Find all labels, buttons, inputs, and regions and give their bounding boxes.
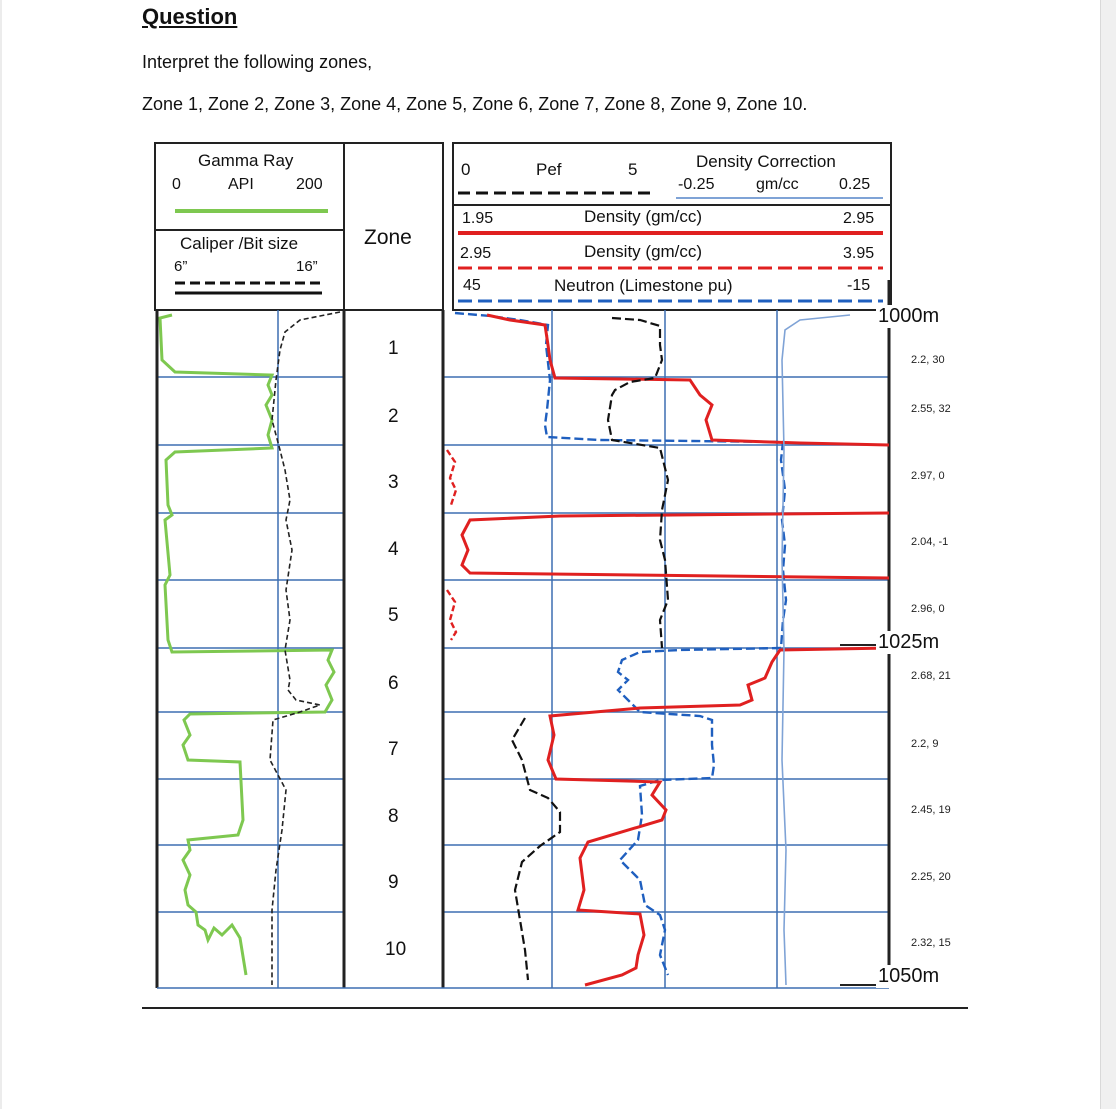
zone-number: 4 bbox=[388, 539, 399, 560]
pef-min: 0 bbox=[461, 160, 471, 179]
zone-values: 2.25, 20 bbox=[911, 871, 951, 883]
caliper-min: 6” bbox=[174, 258, 188, 275]
zone-values: 2.68, 21 bbox=[911, 670, 951, 682]
depth-label: 1025m bbox=[878, 631, 940, 653]
depth-label: 1000m bbox=[878, 305, 940, 327]
density-correction-title: Density Correction bbox=[696, 152, 836, 171]
gamma-min: 0 bbox=[172, 176, 181, 193]
density-correction-min: -0.25 bbox=[678, 176, 715, 193]
density2-min: 2.95 bbox=[460, 245, 492, 262]
density-curve bbox=[487, 315, 889, 445]
neutron-curve bbox=[455, 313, 786, 975]
zone-number: 1 bbox=[388, 338, 399, 359]
density-curve-zone4 bbox=[462, 513, 889, 578]
zones-list-text: Zone 1, Zone 2, Zone 3, Zone 4, Zone 5, Zone 6, Zone 7, Zone 8, Zone 9, Zone 10. bbox=[142, 94, 808, 114]
zone-number: 8 bbox=[388, 806, 399, 827]
caliper-title: Caliper /Bit size bbox=[180, 234, 299, 253]
pef-curve bbox=[608, 318, 668, 648]
zone-values: 2.45, 19 bbox=[911, 804, 951, 816]
question-title: Question bbox=[142, 4, 238, 29]
zone-number: 9 bbox=[388, 872, 399, 893]
gamma-max: 200 bbox=[296, 176, 323, 193]
zone-values: 2.2, 9 bbox=[911, 738, 939, 750]
density-correction-unit: gm/cc bbox=[756, 176, 799, 193]
density1-title: Density (gm/cc) bbox=[584, 207, 703, 226]
zone-values: 2.55, 32 bbox=[911, 403, 951, 415]
zone-number: 6 bbox=[388, 673, 399, 694]
zone-number: 2 bbox=[388, 406, 399, 427]
caliper-max: 16” bbox=[296, 258, 318, 275]
density2-max: 3.95 bbox=[843, 245, 875, 262]
density1-max: 2.95 bbox=[843, 210, 875, 227]
neutron-title: Neutron (Limestone pu) bbox=[554, 276, 733, 295]
zone-values: 2.04, -1 bbox=[911, 536, 949, 548]
zone-number: 10 bbox=[385, 939, 407, 960]
density-curve-lower bbox=[548, 648, 889, 985]
gamma-title: Gamma Ray bbox=[198, 151, 294, 170]
density-correction-max: 0.25 bbox=[839, 176, 871, 193]
neutron-max: -15 bbox=[847, 277, 871, 294]
depth-label: 1050m bbox=[878, 965, 940, 987]
density2-title: Density (gm/cc) bbox=[584, 242, 703, 261]
zone-values: 2.32, 15 bbox=[911, 937, 951, 949]
zone-number: 5 bbox=[388, 605, 399, 626]
instruction-text: Interpret the following zones, bbox=[142, 52, 373, 72]
pef-title: Pef bbox=[536, 160, 562, 179]
neutron-min: 45 bbox=[463, 277, 481, 294]
zone-number: 3 bbox=[388, 472, 399, 493]
gamma-ray-curve bbox=[160, 315, 334, 975]
zone-column-title: Zone bbox=[364, 226, 412, 249]
zone-values: 2.97, 0 bbox=[911, 470, 945, 482]
pef-max: 5 bbox=[628, 160, 638, 179]
zone-number: 7 bbox=[388, 739, 399, 760]
zone-values: 2.96, 0 bbox=[911, 603, 945, 615]
density1-min: 1.95 bbox=[462, 210, 494, 227]
gamma-unit: API bbox=[228, 176, 254, 193]
zone-values: 2.2, 30 bbox=[911, 354, 945, 366]
